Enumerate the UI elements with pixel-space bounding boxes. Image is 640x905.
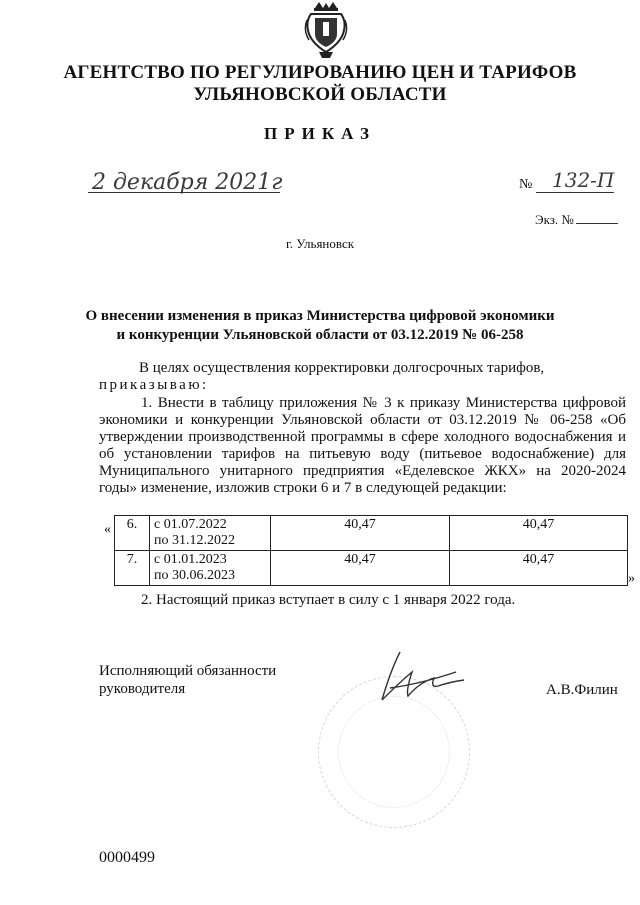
position-line1: Исполняющий обязанности: [99, 663, 277, 679]
document-type: ПРИКАЗ: [264, 124, 376, 143]
table-row: [115, 516, 628, 551]
period-from: с 01.07.2022: [154, 517, 227, 532]
number-underline: [536, 192, 614, 193]
subject-line2: и конкуренции Ульяновской области от 03.12.2019 № 06-258: [116, 327, 524, 343]
row-number: 6.: [115, 516, 150, 551]
handwritten-number: 132-П: [552, 168, 615, 192]
paragraph-item1: 1. Внести в таблицу приложения № 3 к приказу Министерства цифровой экономики и конкуренции Ульяновской области от 03.12.2019 № 06-258 «Об утверждении производственной программы в сфере холодного водоснабжения и об установлении тарифов на питьевую воду (питьевое водоснабжение) для Муниципального унитарного предприятия «Еделевское ЖКХ» на 2020-2024 годы» изменение, изложив строки 6 и 7 в следующей редакции:: [99, 395, 626, 496]
stamp-inner-ring: [338, 696, 450, 808]
quote-open: «: [104, 522, 111, 537]
number-label: №: [519, 177, 533, 192]
signatory-name: А.В.Филин: [546, 682, 618, 698]
row-value2: 40,47: [450, 551, 628, 586]
serial-number: 0000499: [99, 849, 155, 866]
handwritten-date: 2 декабря 2021г: [92, 170, 283, 195]
row-period: [150, 551, 271, 586]
period-to: по 31.12.2022: [154, 533, 235, 548]
copy-number-blank: [576, 212, 618, 224]
position-line2: руководителя: [99, 681, 186, 697]
period-from: с 01.01.2023: [154, 552, 227, 567]
agency-name-line2: УЛЬЯНОВСКОЙ ОБЛАСТИ: [193, 84, 447, 105]
copy-number-label: Экз. №: [535, 212, 574, 227]
handwritten-signature: [360, 642, 470, 712]
row-value1: 40,47: [271, 516, 450, 551]
paragraph-preamble: В целях осуществления корректировки долгосрочных тарифов,: [139, 360, 545, 376]
order-word: приказываю:: [99, 377, 209, 393]
tariff-table: [114, 515, 628, 586]
copy-number: [535, 212, 618, 228]
city: г. Ульяновск: [285, 236, 355, 251]
period-to: по 30.06.2023: [154, 568, 235, 583]
signatory-position: [99, 662, 276, 698]
paragraph-item2: 2. Настоящий приказ вступает в силу с 1 января 2022 года.: [141, 592, 516, 608]
subject-line1: О внесении изменения в приказ Министерства цифровой экономики: [85, 308, 555, 324]
row-number: 7.: [115, 551, 150, 586]
agency-name-line1: АГЕНТСТВО ПО РЕГУЛИРОВАНИЮ ЦЕН И ТАРИФОВ: [63, 62, 577, 83]
row-value1: 40,47: [271, 551, 450, 586]
date-underline: [88, 192, 280, 193]
table-row: [115, 551, 628, 586]
quote-close: »: [628, 571, 635, 586]
agency-name: [0, 62, 640, 106]
row-period: [150, 516, 271, 551]
document-subject: [0, 307, 640, 345]
coat-of-arms-icon: [303, 0, 349, 60]
row-value2: 40,47: [450, 516, 628, 551]
